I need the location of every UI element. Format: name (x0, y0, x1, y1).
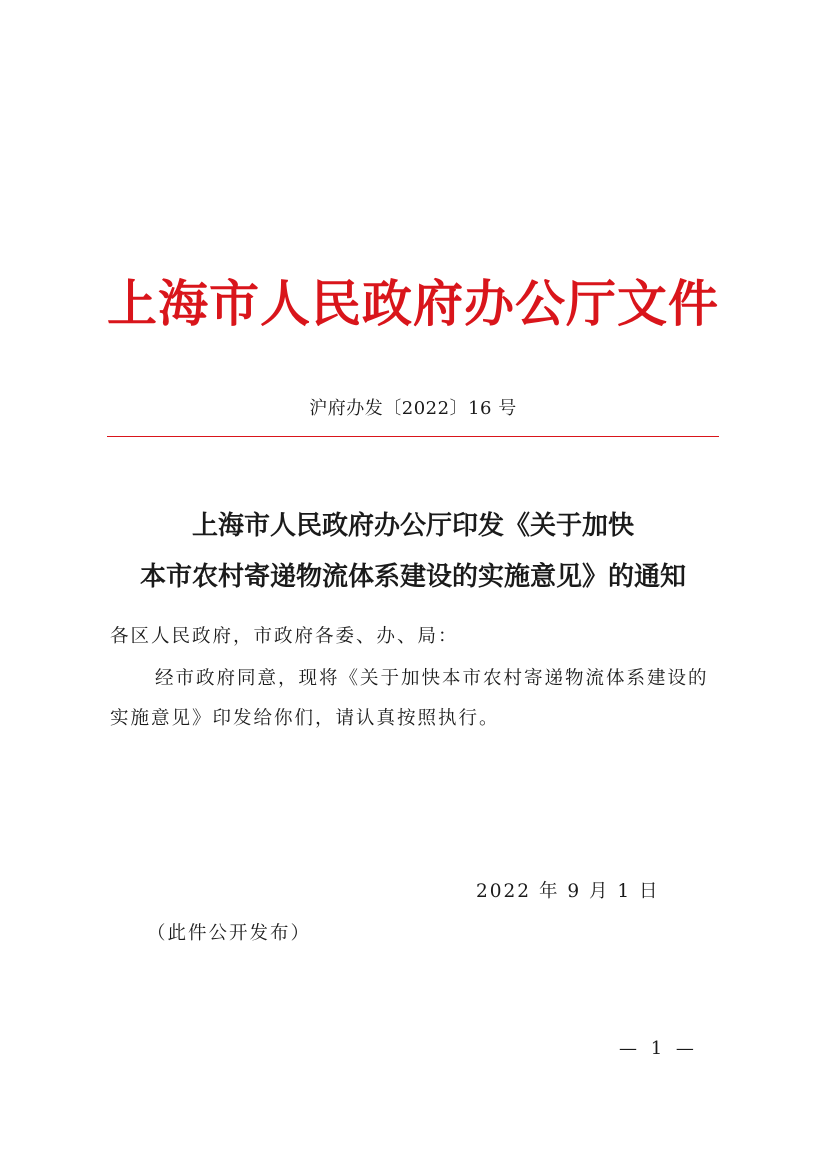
document-title-line-2: 本市农村寄递物流体系建设的实施意见》的通知 (139, 562, 686, 592)
publish-note: （此件公开发布） (147, 923, 312, 944)
salutation: 各区人民政府，市政府各委、办、局： (110, 626, 459, 647)
document-title-line-1: 上海市人民政府办公厅印发《关于加快 (191, 511, 634, 541)
body-paragraph-line-1: 经市政府同意，现将《关于加快本市农村寄递物流体系建设的 (155, 668, 709, 689)
page-number: — 1 — (619, 1038, 698, 1059)
document-masthead: 上海市人民政府办公厅文件 (107, 275, 719, 333)
red-divider-line (107, 436, 719, 437)
body-paragraph-line-2: 实施意见》印发给你们，请认真按照执行。 (110, 708, 500, 729)
document-number: 沪府办发〔2022〕16 号 (309, 398, 517, 419)
issue-date: 2022 年 9 月 1 日 (476, 881, 660, 902)
